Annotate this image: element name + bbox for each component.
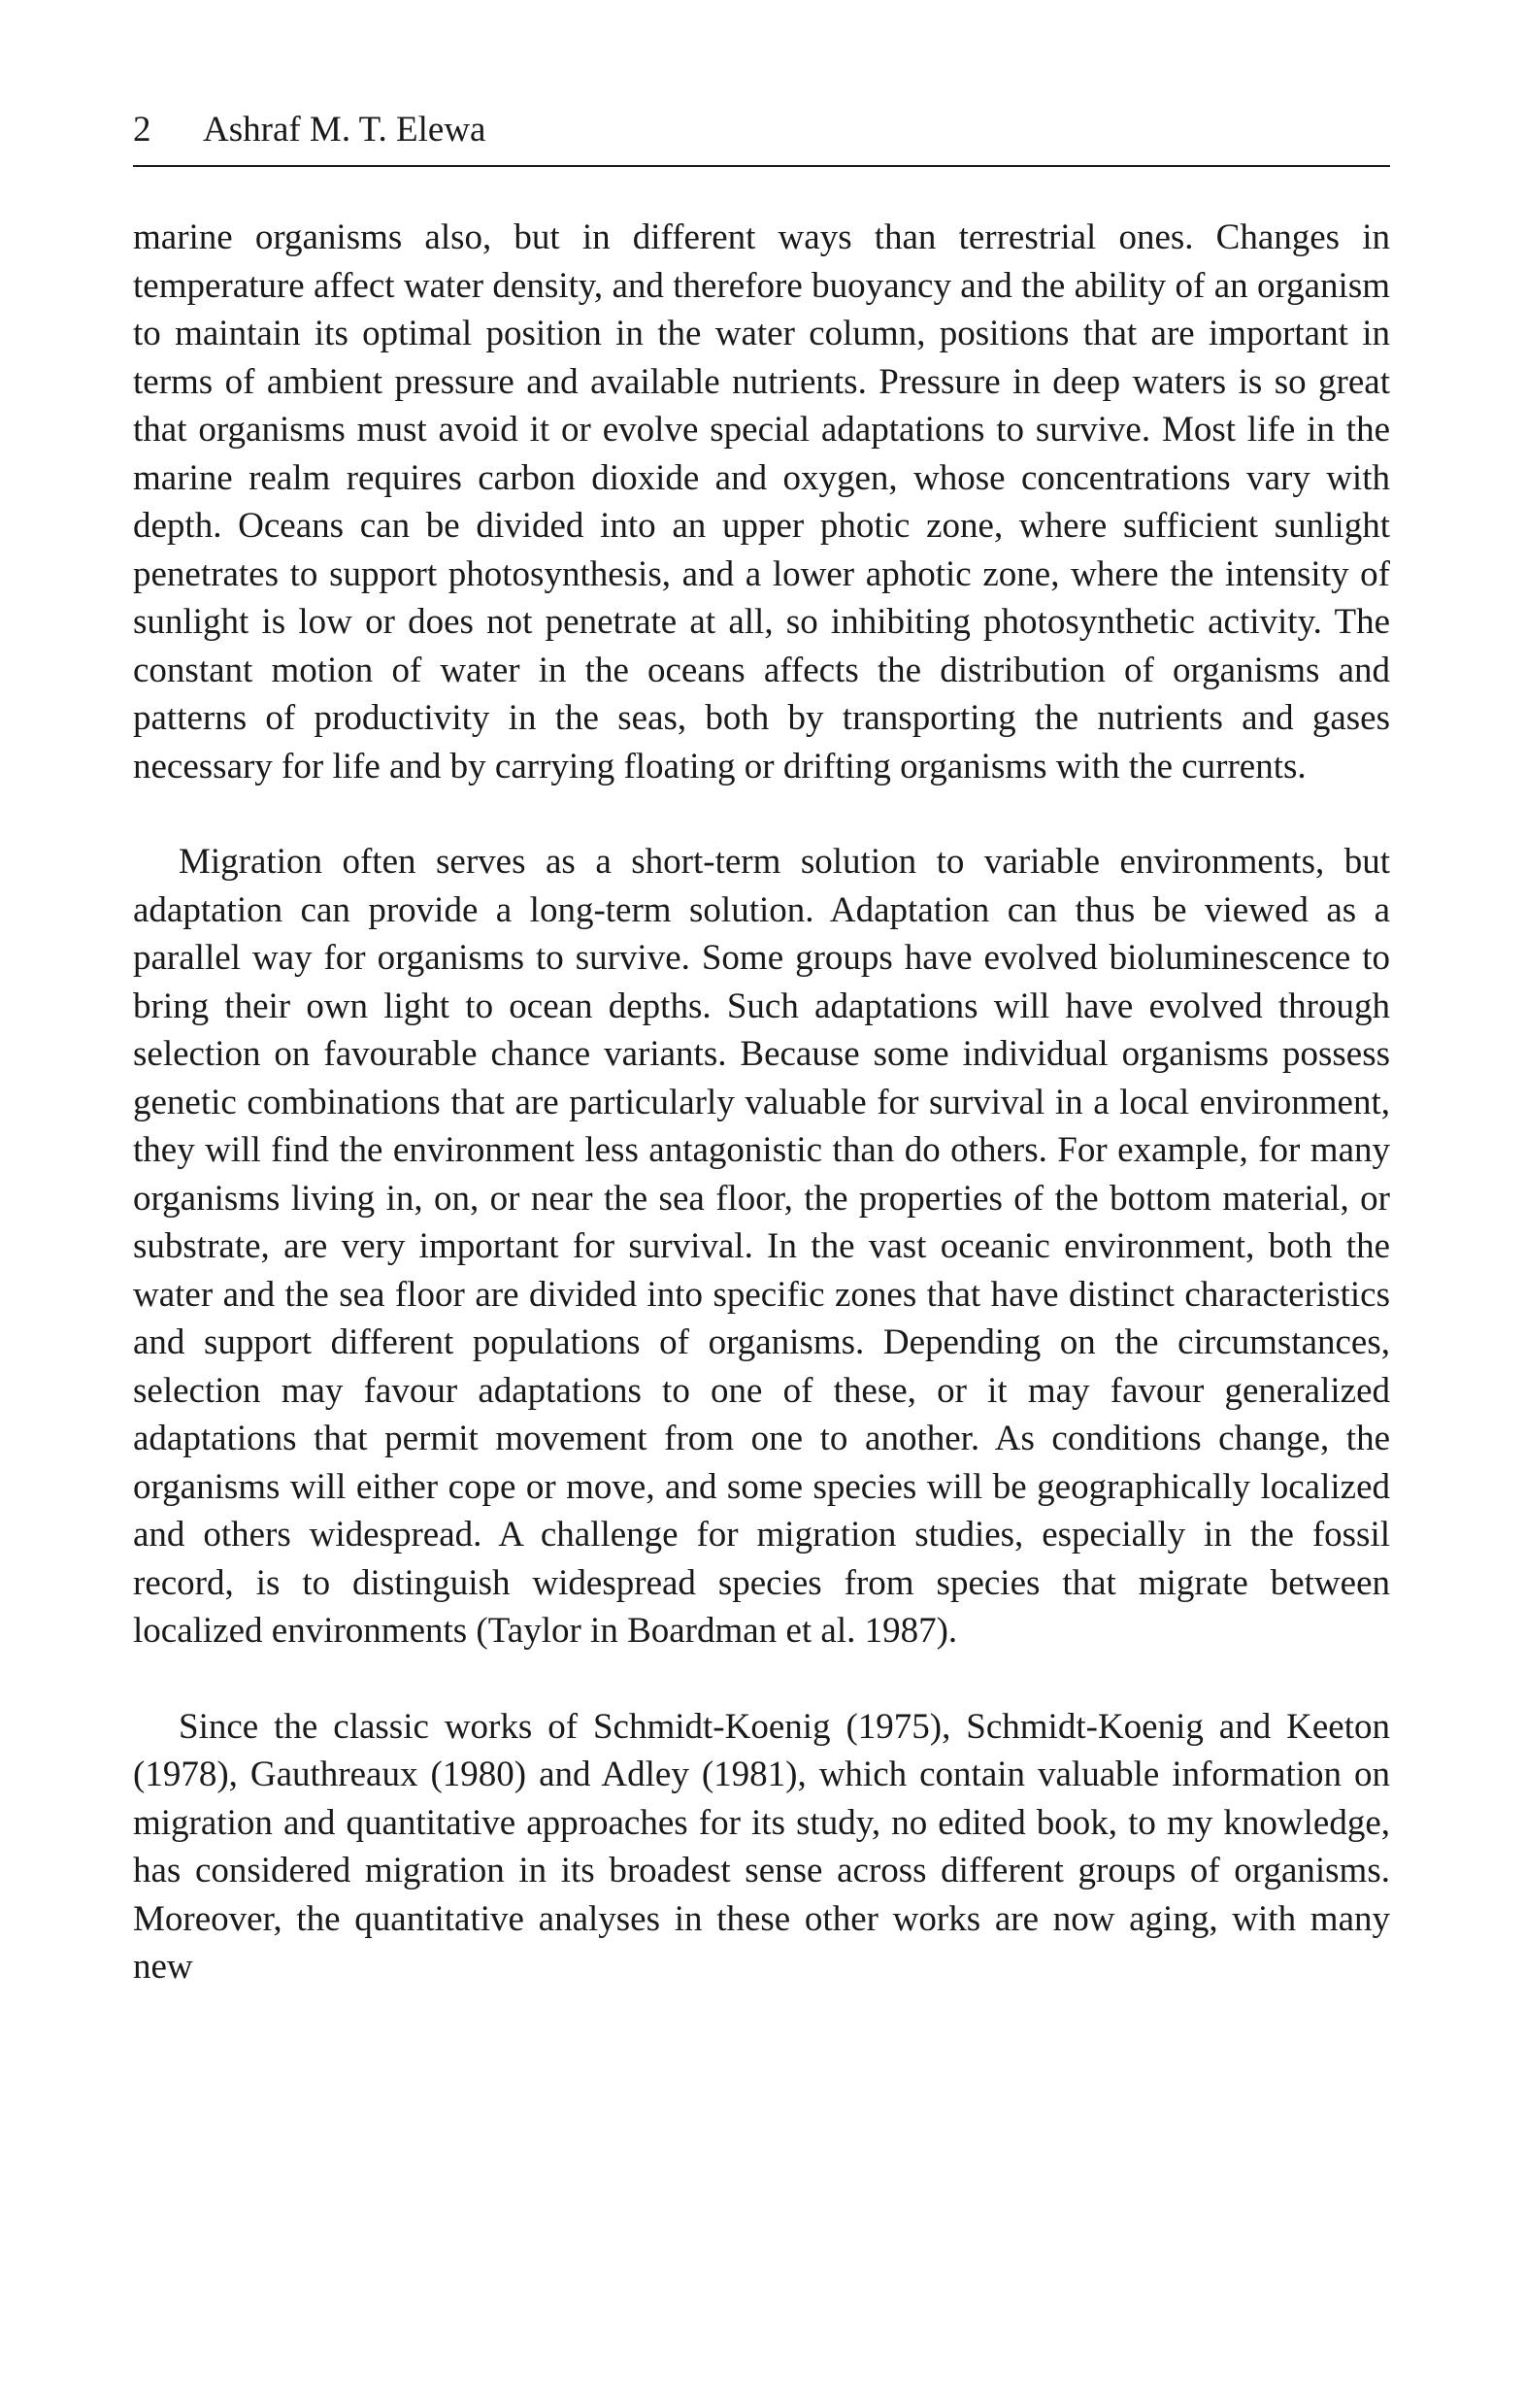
paragraph-2: Migration often serves as a short-term solution to variable environments, but adaptation can provide a long-term solution. Adaptation can thus be viewed as a parallel way for organisms to survive. Some groups have evolved bioluminescence to bring their own light to ocean depths. Such adaptations will have evolved through selection on favourable chance variants. Because some individual organisms possess genetic combinations that are particularly valuable for survival in a local environment, they will find the environment less antagonistic than do others. For example, for many organisms living in, on, or near the sea floor, the properties of the bottom material, or substrate, are very important for survival. In the vast oceanic environment, both the water and the sea floor are divided into specific zones that have distinct characteristics and support different populations of organisms. Depending on the circumstances, selection may favour adaptations to one of these, or it may favour generalized adaptations that permit movement from one to another. As conditions change, the organisms will either cope or move, and some species will be geographically localized and others widespread. A challenge for migration studies, especially in the fossil record, is to distinguish widespread species from species that migrate between localized environments (Taylor in Boardman et al. 1987). [133, 842, 1390, 1651]
header-divider [133, 165, 1390, 167]
running-header-author: Ashraf M. T. Elewa [203, 110, 486, 150]
running-header [133, 109, 1390, 157]
page-number: 2 [133, 110, 151, 150]
paragraph-1: marine organisms also, but in different ways than terrestrial ones. Changes in temperature affect water density, and therefore buoyancy and the ability of an organism to maintain its optimal position in the water column, positions that are important in terms of ambient pressure and available nutrients. Pressure in deep waters is so great that organisms must avoid it or evolve special adaptations to survive. Most life in the marine realm requires carbon dioxide and oxygen, whose concentrations vary with depth. Oceans can be divided into an upper photic zone, where sufficient sunlight penetrates to support photosynthesis, and a lower aphotic zone, where the intensity of sunlight is low or does not penetrate at all, so inhibiting photosynthetic activity. The constant motion of water in the oceans affects the distribution of organisms and patterns of productivity in the seas, both by transporting the nutrients and gases necessary for life and by carrying floating or drifting organisms with the currents. [133, 217, 1390, 786]
body-text [133, 214, 1390, 2039]
paragraph-3: Since the classic works of Schmidt-Koenig (1975), Schmidt-Koenig and Keeton (1978), Gauthreaux (1980) and Adley (1981), which contain valuable information on migration and quantitative approaches for its study, no edited book, to my knowledge, has considered migration in its broadest sense across different groups of organisms. Moreover, the quantitative analyses in these other works are now aging, with many new [133, 1706, 1390, 1987]
